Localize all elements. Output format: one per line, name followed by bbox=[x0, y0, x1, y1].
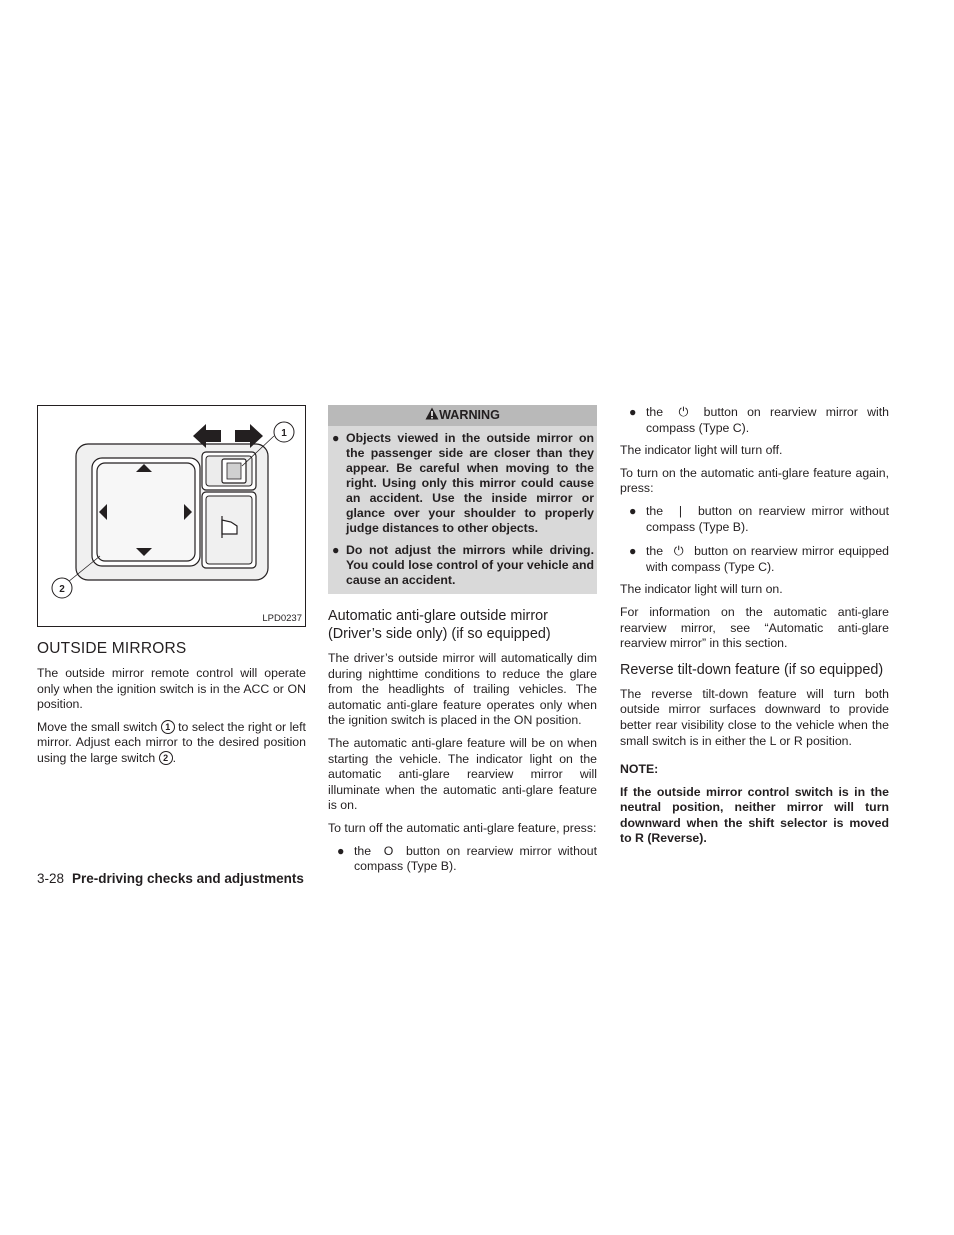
callout-1: 1 bbox=[281, 428, 287, 439]
note-title: NOTE: bbox=[620, 762, 659, 777]
mirror-switch-illustration bbox=[38, 406, 305, 626]
power-button-symbol: ⏻ bbox=[673, 544, 684, 559]
text-run: the bbox=[646, 503, 664, 518]
paragraph: The reverse tilt-down feature will turn both outside mirror surfaces downward to provide better rear visibility close to the vehicle when the small switch is in either the L or R position. bbox=[620, 686, 889, 748]
paragraph: The automatic anti-glare feature will be on when starting the vehicle. The indicator light on the automatic anti-glare rearview mirror will illuminate when the automatic anti-glare feature is on. bbox=[328, 735, 597, 813]
paragraph: The indicator light will turn on. bbox=[620, 582, 783, 597]
warning-box bbox=[328, 405, 597, 594]
warning-item-text: Do not adjust the mirrors while driving. You could lose control of your vehicle and cause an accident. bbox=[346, 543, 594, 587]
paragraph bbox=[37, 720, 306, 767]
paragraph: The indicator light will turn off. bbox=[620, 443, 783, 458]
figure-label: LPD0237 bbox=[262, 613, 302, 624]
outside-mirrors-heading: OUTSIDE MIRRORS bbox=[37, 640, 187, 657]
paragraph: The outside mirror remote control will operate only when the ignition switch is in the ACC or ON position. bbox=[37, 666, 306, 712]
paragraph: The driver’s outside mirror will automatically dim during nighttime conditions to reduce the glare from the headlights of trailing vehicles. The automatic anti-glare feature operates only when the ignition switch is placed in the ON position. bbox=[328, 651, 597, 728]
page-number: 3-28 bbox=[37, 871, 65, 886]
left-column bbox=[37, 405, 306, 767]
text-run: button on rearview mirror without compass (Type B). bbox=[646, 503, 890, 534]
circled-number-1: 1 bbox=[161, 720, 175, 734]
text-run: the bbox=[646, 405, 664, 419]
reverse-tilt-heading: Reverse tilt-down feature (if so equipped) bbox=[620, 661, 884, 678]
section-title: Pre-driving checks and adjustments bbox=[72, 871, 304, 886]
note-body: If the outside mirror control switch is in the neutral position, neither mirror will turn downward when the shift selector is moved to R (Reverse). bbox=[620, 784, 889, 846]
warning-title bbox=[328, 405, 597, 426]
text-run: button on rearview mirror without compass (Type B). bbox=[354, 843, 598, 874]
warning-triangle-icon bbox=[425, 407, 439, 420]
right-column bbox=[620, 405, 889, 847]
warning-body bbox=[328, 426, 597, 594]
text-run: button on rearview mirror equipped with compass (Type C). bbox=[646, 544, 890, 574]
middle-column bbox=[328, 405, 597, 875]
warning-item-text: Objects viewed in the outside mirror on the passenger side are closer than they appear. Be careful when moving to the right. Using only this mirror could cause an accident. Use the inside mirror or glance over your shoulder to properly judge distances to other objects. bbox=[346, 431, 594, 535]
list-item: ● the ⏻ button on rearview mirror equipped with compass (Type C). bbox=[629, 544, 890, 574]
text-run: Move the small switch bbox=[37, 719, 158, 734]
text-run: button on rearview mirror with compass (Type C). bbox=[646, 405, 889, 435]
text-run: . bbox=[172, 750, 177, 765]
list-item: ● the ⏻ button on rearview mirror with compass (Type C). bbox=[629, 405, 889, 435]
list-item: ● the | button on rearview mirror without compass (Type B). bbox=[629, 503, 890, 534]
list-item: ● the O button on rearview mirror without compass (Type B). bbox=[337, 843, 598, 874]
off-button-symbol: O bbox=[383, 843, 394, 858]
power-button-symbol: ⏻ bbox=[678, 405, 689, 419]
anti-glare-heading: Automatic anti-glare outside mirror (Driver’s side only) (if so equipped) bbox=[328, 608, 551, 642]
text-run: the bbox=[646, 544, 664, 559]
circled-number-2: 2 bbox=[159, 751, 173, 765]
paragraph: To turn off the automatic anti-glare feature, press: bbox=[328, 820, 597, 835]
on-button-symbol: | bbox=[678, 503, 683, 518]
text-run: the bbox=[354, 843, 372, 858]
text-run: to select the right or left mirror. Adjust each mirror to the desired position using the large switch bbox=[37, 719, 306, 765]
paragraph: For information on the automatic anti-glare rearview mirror, see “Automatic anti-glare rearview mirror” in this section. bbox=[620, 604, 889, 651]
callout-2: 2 bbox=[59, 584, 65, 595]
paragraph: To turn on the automatic anti-glare feature again, press: bbox=[620, 465, 889, 496]
mirror-control-figure bbox=[37, 405, 306, 627]
page-footer bbox=[37, 871, 304, 887]
warning-item: ● Objects viewed in the outside mirror on the passenger side are closer than they appear. Be careful when moving to the right. Using only this mirror could cause an accident. Use the inside mirror or glance over your shoulder to properly judge distances to other objects. bbox=[332, 431, 594, 535]
warning-item: ● Do not adjust the mirrors while driving. You could lose control of your vehicle and cause an accident. bbox=[332, 543, 594, 587]
warning-label: WARNING bbox=[439, 408, 500, 422]
